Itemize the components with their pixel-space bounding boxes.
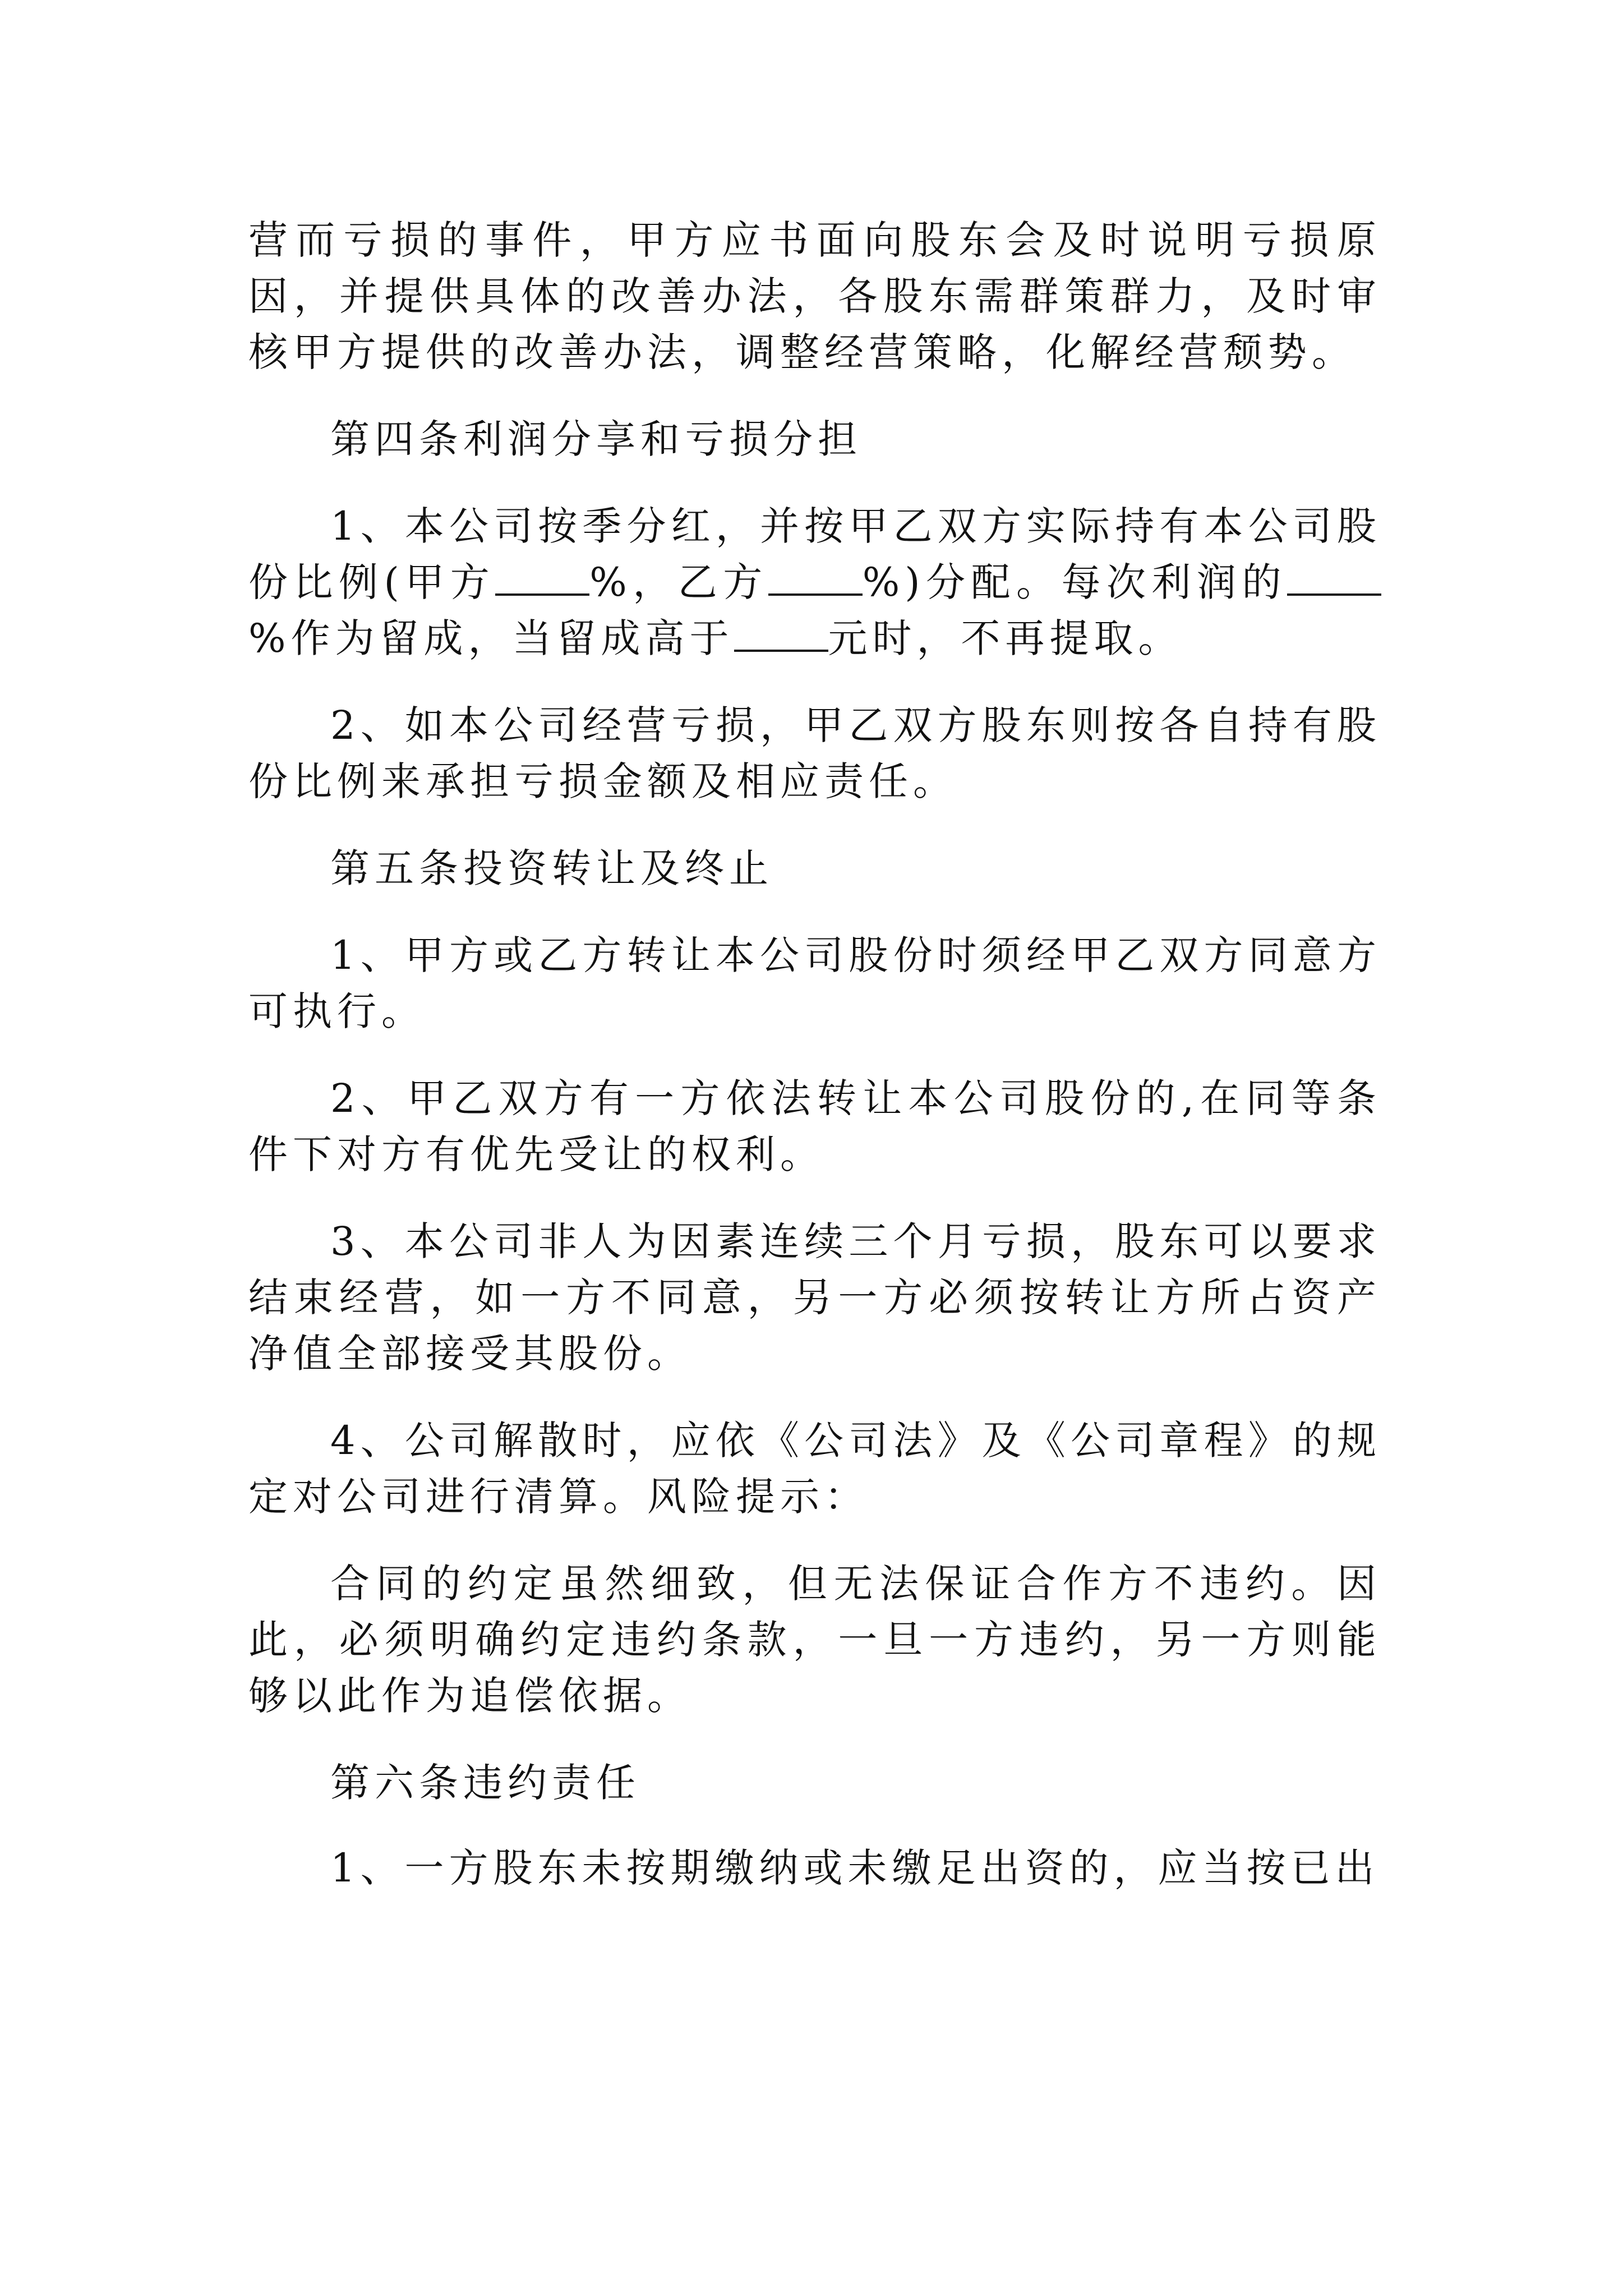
article-6-item-1: 1、一方股东未按期缴纳或未缴足出资的，应当按已出 <box>330 1845 1380 1891</box>
article-5-item-2: 2、甲乙双方有一方依法转让本公司股份的,在同等条件下对方有优先受让的权利。 <box>248 1075 1381 1177</box>
article-6-heading: 第六条违约责任 <box>330 1760 640 1806</box>
article-4-item-1 <box>248 498 1381 666</box>
item-1-text-part-1: 1、本公司按季分红，并按甲乙双方实际持有本公司股份比例(甲方 <box>248 503 1381 605</box>
fill-blank-party-a-share <box>495 561 589 596</box>
fill-blank-retained-profit <box>1287 561 1381 596</box>
article-5-item-3: 3、本公司非人为因素连续三个月亏损，股东可以要求结束经营，如一方不同意，另一方必须按转让方所占资产净值全部接受其股份。 <box>248 1218 1381 1377</box>
item-1-text-part-2: %，乙方 <box>589 559 768 605</box>
article-5-item-4: 4、公司解散时，应依《公司法》及《公司章程》的规定对公司进行清算。风险提示： <box>248 1418 1381 1520</box>
intro-paragraph: 营而亏损的事件，甲方应书面向股东会及时说明亏损原因，并提供具体的改善办法，各股东需群策群力，及时审核甲方提供的改善办法，调整经营策略，化解经营颓势。 <box>248 217 1381 375</box>
item-1-text-part-3: %)分配。每次利润的 <box>862 559 1287 605</box>
item-1-text-part-4: %作为留成，当留成高于 <box>248 615 734 661</box>
article-5-item-1: 1、甲方或乙方转让本公司股份时须经甲乙双方同意方可执行。 <box>248 932 1381 1034</box>
article-4-heading: 第四条利润分享和亏损分担 <box>330 416 862 462</box>
item-1-text-part-5: 元时，不再提取。 <box>828 615 1183 661</box>
fill-blank-retention-limit <box>734 617 828 652</box>
risk-note-paragraph: 合同的约定虽然细致，但无法保证合作方不违约。因此，必须明确约定违约条款，一旦一方违约，另一方则能够以此作为追偿依据。 <box>248 1561 1381 1719</box>
article-4-item-2: 2、如本公司经营亏损，甲乙双方股东则按各自持有股份比例来承担亏损金额及相应责任。 <box>248 702 1381 804</box>
article-5-heading: 第五条投资转让及终止 <box>330 845 773 891</box>
fill-blank-party-b-share <box>768 561 863 596</box>
document-body <box>248 212 1381 1896</box>
